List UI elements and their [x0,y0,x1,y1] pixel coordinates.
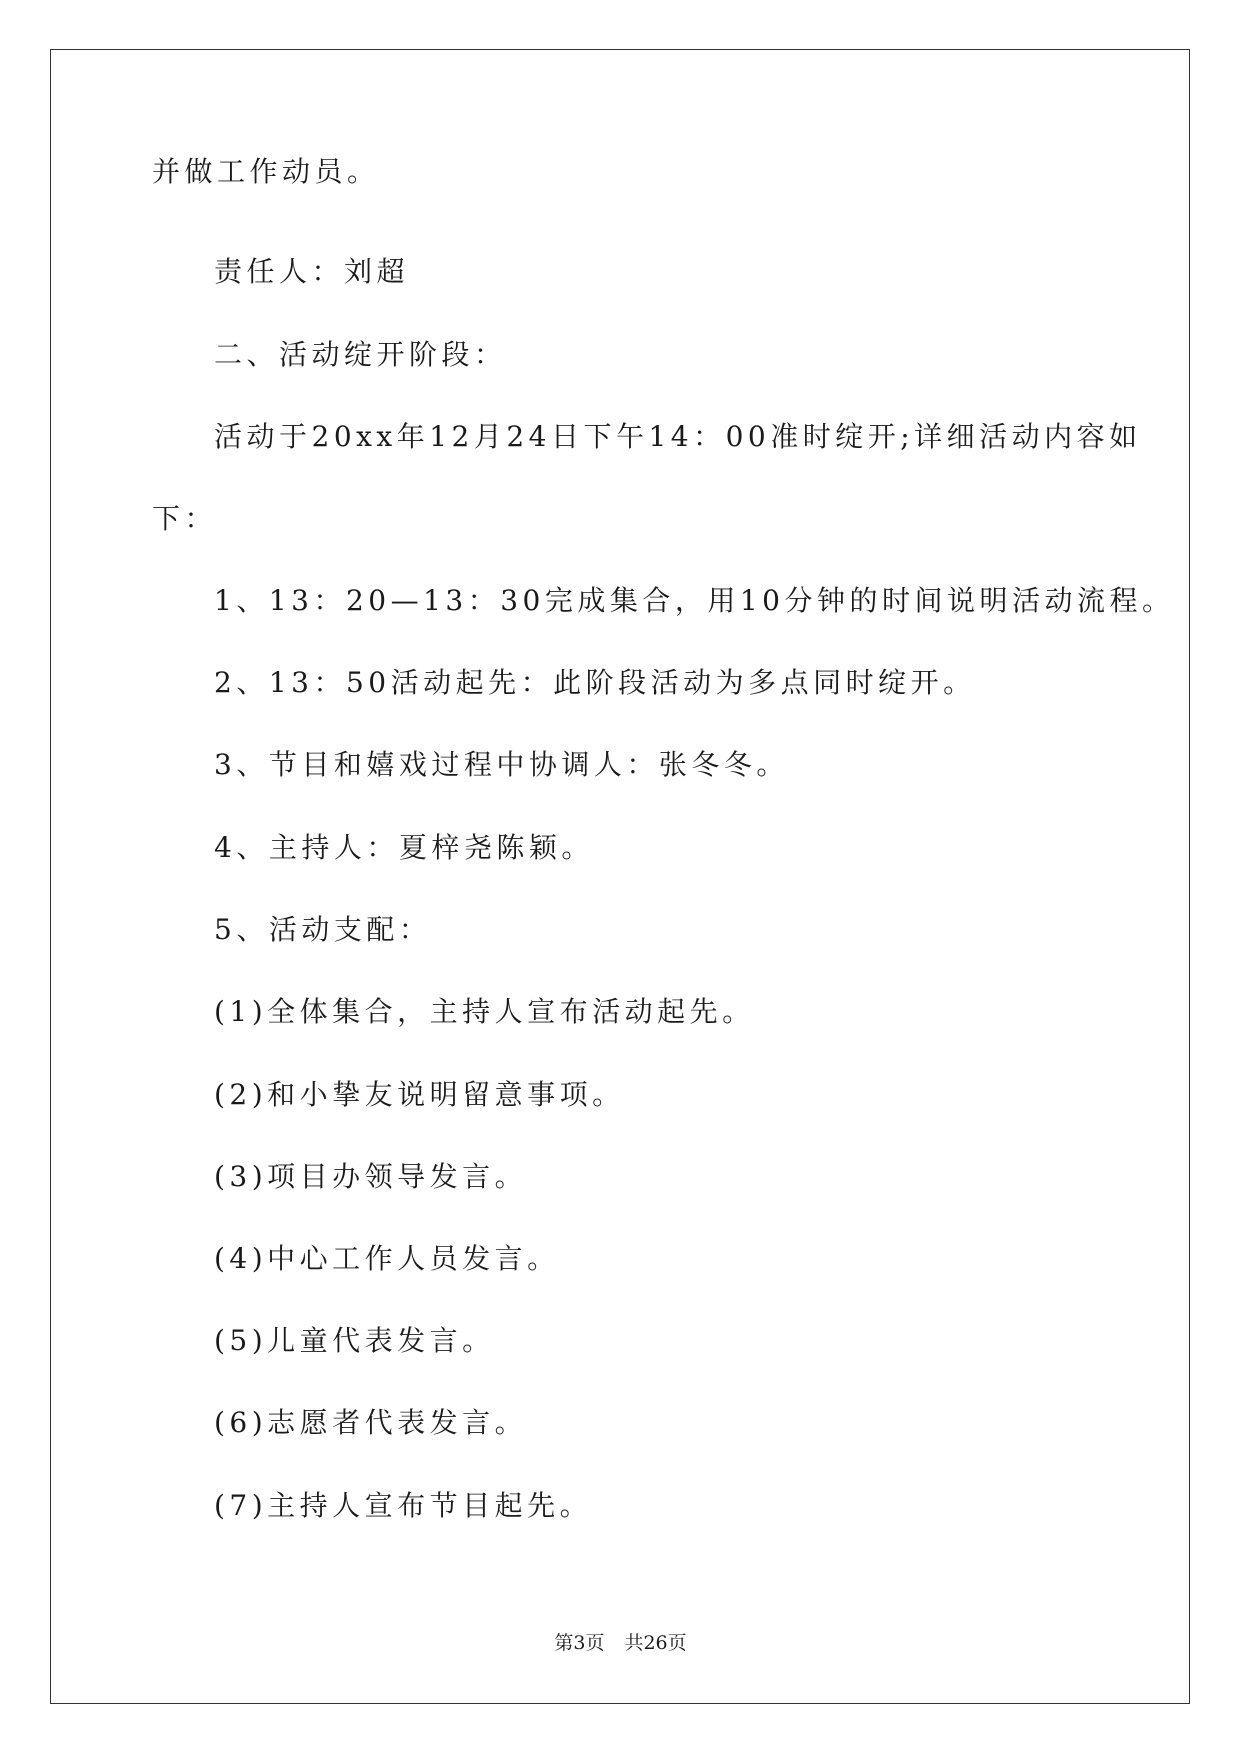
text-line-9: 4、主持人：夏梓尧陈颖。 [214,831,594,864]
text-line-2: 责任人：刘超 [214,255,410,288]
text-line-17: (7)主持人宣布节目起先。 [214,1489,593,1522]
page-footer [0,1634,1241,1653]
text-line-6: 1、13：20—13：30完成集合，用10分钟的时间说明活动流程。 [214,584,1175,617]
text-line-16: (6)志愿者代表发言。 [214,1406,528,1439]
text-line-13: (3)项目办领导发言。 [214,1160,528,1193]
text-line-14: (4)中心工作人员发言。 [214,1242,560,1275]
page-border [50,49,1190,1704]
text-line-10: 5、活动支配： [214,913,432,946]
text-line-15: (5)儿童代表发言。 [214,1324,495,1357]
page-total: 共26页 [624,1632,687,1654]
text-line-7: 2、13：50活动起先：此阶段活动为多点同时绽开。 [214,666,976,699]
text-line-5: 下： [152,502,218,535]
text-line-12: (2)和小挚友说明留意事项。 [214,1078,625,1111]
text-line-1: 并做工作动员。 [152,155,380,188]
text-line-8: 3、节目和嬉戏过程中协调人：张冬冬。 [214,748,789,781]
text-line-11: (1)全体集合，主持人宣布活动起先。 [214,995,755,1028]
text-line-3: 二、活动绽开阶段： [214,338,507,371]
page-number: 第3页 [554,1632,605,1654]
text-line-4: 活动于20xx年12月24日下午14：00准时绽开;详细活动内容如 [214,420,1142,453]
